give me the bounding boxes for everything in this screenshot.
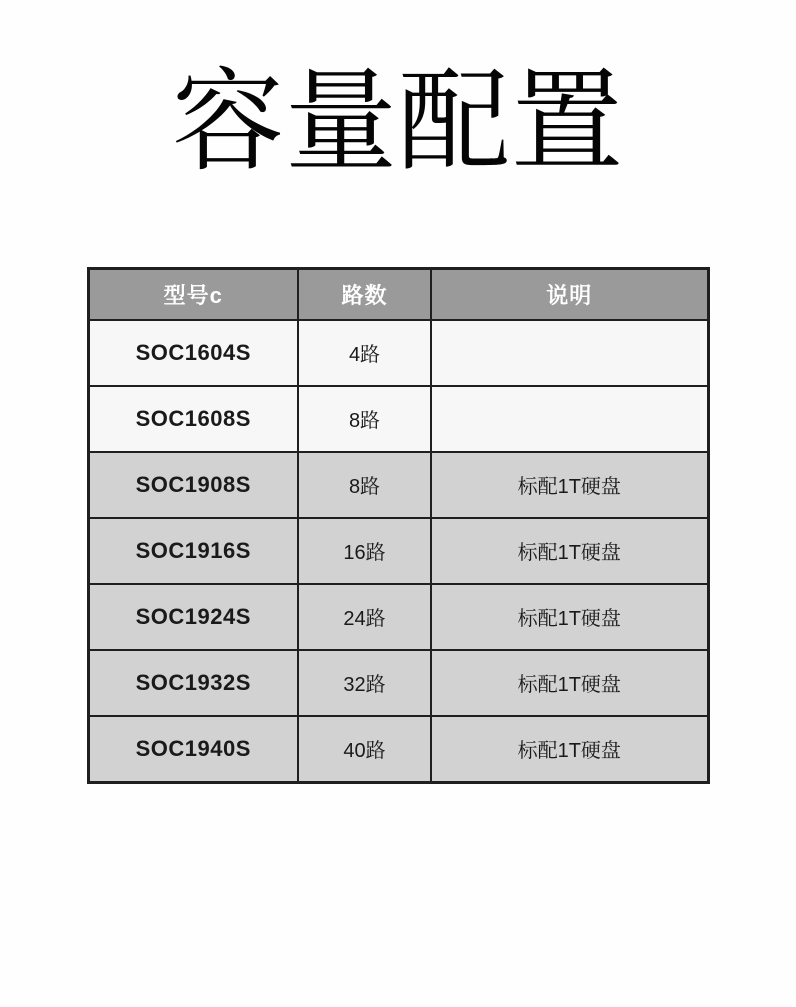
table-row [88,386,708,452]
note-cell: 标配1T硬盘 [431,650,708,716]
note-cell: 标配1T硬盘 [431,452,708,518]
note-cell: 标配1T硬盘 [431,518,708,584]
table-header [88,268,708,320]
table-body [88,320,708,783]
table-row [88,584,708,650]
column-header-channels: 路数 [298,268,431,320]
table-row [88,518,708,584]
note-cell: 标配1T硬盘 [431,716,708,783]
model-cell: SOC1932S [88,650,298,716]
channels-cell: 16路 [298,518,431,584]
channels-cell: 4路 [298,320,431,386]
note-cell: 标配1T硬盘 [431,584,708,650]
model-cell: SOC1916S [88,518,298,584]
table-row [88,650,708,716]
model-cell: SOC1608S [88,386,298,452]
channels-cell: 24路 [298,584,431,650]
column-header-model: 型号c [88,268,298,320]
model-cell: SOC1604S [88,320,298,386]
note-cell [431,386,708,452]
page-title: 容量配置 [172,59,624,184]
table-row [88,716,708,783]
model-cell: SOC1924S [88,584,298,650]
channels-cell: 8路 [298,386,431,452]
capacity-table [87,267,710,784]
model-cell: SOC1908S [88,452,298,518]
channels-cell: 40路 [298,716,431,783]
model-cell: SOC1940S [88,716,298,783]
channels-cell: 32路 [298,650,431,716]
page [0,58,796,784]
channels-cell: 8路 [298,452,431,518]
note-cell [431,320,708,386]
table-row [88,320,708,386]
table-row [88,452,708,518]
header-row [88,268,708,320]
column-header-note: 说明 [431,268,708,320]
